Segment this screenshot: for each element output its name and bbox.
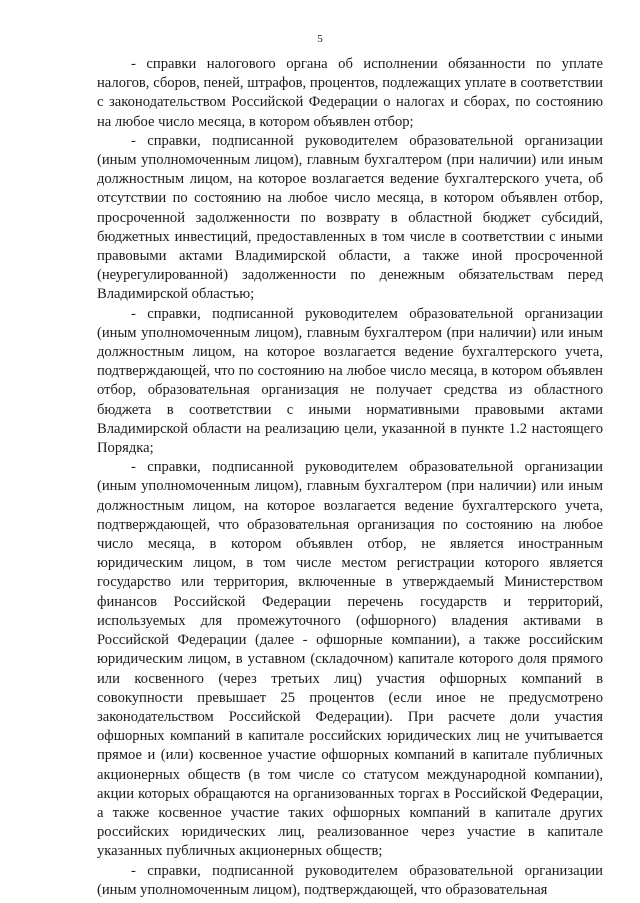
document-body bbox=[97, 55, 603, 900]
paragraph-no-overdue-debt: - справки, подписанной руководителем образовательной организации (иным уполномоченным лицом), главным бухгалтером (при наличии) или иным должностным лицом, на которое возлагается ведение бухгалтерского учета, об отсутствии по состоянию на любое число месяца, в котором объявлен отбор, просроченной задолженности по возврату в областной бюджет субсидий, бюджетных инвестиций, предоставленных в том числе в соответствии с иными правовыми актами Владимирской области, а также иной просроченной (неурегулированной) задолженности по денежным обязательствам перед Владимирской областью; bbox=[97, 132, 603, 303]
paragraph-confirmation-continued: - справки, подписанной руководителем образовательной организации (иным уполномоченным лицом), подтверждающей, что образовательная bbox=[97, 862, 603, 898]
paragraph-not-offshore: - справки, подписанной руководителем образовательной организации (иным уполномоченным лицом), главным бухгалтером (при наличии) или иным должностным лицом, на которое возлагается ведение бухгалтерского учета, подтверждающей, что образовательная организация по состоянию на любое число месяца, в котором объявлен отбор, не является иностранным юридическим лицом, в том числе местом регистрации которого является государство или территория, включенные в утверждаемый Министерством финансов Российской Федерации перечень государств и территорий, используемых для промежуточного (офшорного) владения активами в Российской Федерации (далее - офшорные компании), а также российским юридическим лицом, в уставном (складочном) капитале которого доля прямого или косвенного (через третьих лиц) участия офшорных компаний в совокупности превышает 25 процентов (если иное не предусмотрено законодательством Российской Федерации). При расчете доли участия офшорных компаний в капитале российских юридических лиц не учитывается прямое и (или) косвенное участие офшорных компаний в капитале публичных акционерных обществ (в том числе со статусом международной компании), акции которых обращаются на организованных торгах в Российской Федерации, а также косвенное участие таких офшорных компаний в капитале других российских юридических лиц, реализованное через участие в капитале указанных публичных акционерных обществ; bbox=[97, 459, 603, 860]
paragraph-tax-certificate: - справки налогового органа об исполнении обязанности по уплате налогов, сборов, пеней, штрафов, процентов, подлежащих уплате в соответствии с законодательством Российской Федерации о налогах и сборах, по состоянию на любое число месяца, в котором объявлен отбор; bbox=[97, 56, 603, 130]
paragraph-no-other-funds: - справки, подписанной руководителем образовательной организации (иным уполномоченным лицом), главным бухгалтером (при наличии) или иным должностным лицом, на которое возлагается ведение бухгалтерского учета, подтверждающей, что по состоянию на любое число месяца, в котором объявлен отбор, образовательная организация не получает средства из областного бюджета в соответствии с иными нормативными правовыми актами Владимирской области на реализацию цели, указанной в пункте 1.2 настоящего Порядка; bbox=[97, 305, 603, 457]
page-number: 5 bbox=[317, 33, 323, 45]
